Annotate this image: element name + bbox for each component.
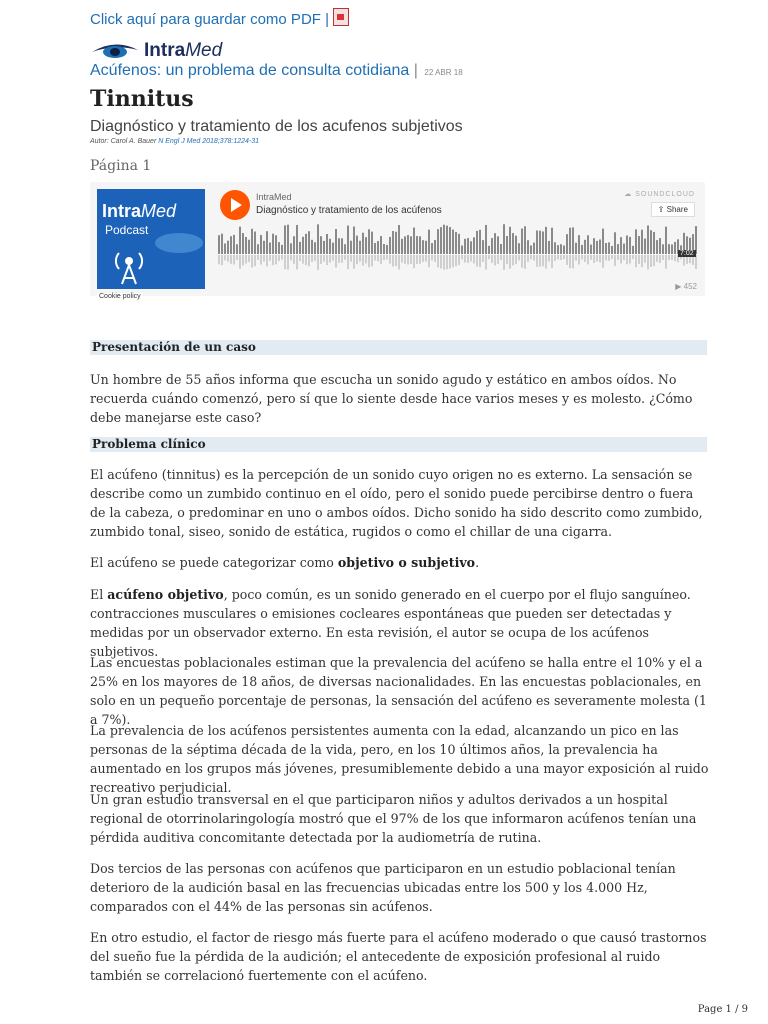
paragraph: El acúfeno (tinnitus) es la percepción de un sonido cuyo origen no es externo. La sensación se describe como un zumbido continuo en el oído, pero el sonido puede percibirse dentro o fuera de la cabeza, o predominar en uno o ambos oídos. Dicho sonido ha sido descrito como zumbido, zumbido tonal, siseo, sonido de estática, rugidos o como el chillar de una cigarra. — [90, 467, 703, 539]
logo-text: IntraMed — [144, 40, 223, 61]
paragraph: Las encuestas poblacionales estiman que la prevalencia del acúfeno se halla entre el 10% y el a 25% en los mayores de 18 años, de diversas nacionalidades. En las encuestas poblacionales, en solo en un pequeño porcentaje de personas, la sensación del acúfeno es severamente molesta (1 a 7%). — [90, 655, 707, 727]
intramed-logo[interactable] — [90, 40, 222, 62]
page-subtitle: Diagnóstico y tratamiento de los acufenos subjetivos — [90, 118, 463, 135]
share-icon: ⇪ — [657, 205, 667, 214]
author-name: Autor: Carol A. Bauer — [90, 138, 157, 145]
section-heading-case: Presentación de un caso — [90, 340, 707, 355]
paragraph: El acúfeno objetivo, poco común, es un sonido generado en el cuerpo por el flujo sanguíneo. contracciones musculares o emisiones cocleares espontáneas que pueden ser detectadas y medidas por un observador externo. En esta revisión, el autor se ocupa de los acúfenos subjetivos. — [90, 587, 691, 659]
pdf-icon[interactable] — [333, 8, 349, 26]
cover-subtitle: Podcast — [105, 223, 149, 237]
save-pdf-link[interactable] — [90, 8, 349, 28]
cloud-icon: ☁ — [624, 191, 636, 198]
play-count-icon: ▶ — [675, 282, 684, 291]
share-button[interactable]: ⇪ Share — [651, 202, 695, 217]
ear-graphic — [155, 233, 203, 253]
series-separator: | — [413, 62, 418, 79]
page-label: Página 1 — [90, 158, 152, 174]
page-number: Page 1 / 9 — [697, 1004, 748, 1015]
track-duration: 7:02 — [680, 250, 694, 257]
cookie-policy-link[interactable]: Cookie policy — [99, 293, 141, 300]
paragraph: El acúfeno se puede categorizar como objetivo o subjetivo. — [90, 555, 480, 570]
series-link[interactable]: Acúfenos: un problema de consulta cotidiana — [90, 62, 410, 79]
uploader-name[interactable]: IntraMed — [256, 192, 292, 202]
save-pdf-label: Click aquí para guardar como PDF | — [90, 11, 329, 28]
broadcast-tower-icon — [109, 245, 149, 285]
paragraph: La prevalencia de los acúfenos persistentes aumenta con la edad, alcanzando un pico en las personas de la séptima década de la vida, pero, en los 10 últimos años, la prevalencia ha aumentado en los grupos más jóvenes, presumiblemente debido a una mayor exposición al ruido recreativo perjudicial. — [90, 723, 709, 795]
paragraph: En otro estudio, el factor de riesgo más fuerte para el acúfeno moderado o que causó trastornos del sueño fue la pérdida de la audición; el antecedente de exposición profesional al ruido también se correlacionó fuertemente con el acúfeno. — [90, 930, 707, 983]
track-title[interactable]: Diagnóstico y tratamiento de los acúfenos — [256, 205, 442, 216]
publish-date: 22 ABR 18 — [424, 68, 463, 77]
paragraph: Un hombre de 55 años informa que escucha un sonido agudo y estático en ambos oídos. No recuerda cuándo comenzó, pero sí que lo siente desde hace varios meses y es molesto. ¿Cómo debe manejarse este caso? — [90, 372, 693, 425]
eye-logo-icon — [90, 42, 140, 60]
play-button[interactable] — [220, 190, 250, 220]
cover-title: IntraMed — [102, 201, 177, 221]
paragraph: Dos tercios de las personas con acúfenos que participaron en un estudio poblacional tenían deterioro de la audición basal en las frecuencias ubicadas entre los 500 y los 4.000 Hz, comparados con el 44% de las personas sin acúfenos. — [90, 861, 676, 914]
series-line — [90, 62, 463, 80]
soundcloud-player — [90, 182, 705, 300]
play-count: ▶ 452 — [675, 282, 697, 291]
reference-link[interactable]: N Engl J Med 2018;378:1224-31 — [158, 138, 260, 145]
podcast-cover[interactable] — [97, 189, 205, 300]
page-title: Tinnitus — [90, 86, 194, 112]
author-line — [90, 138, 259, 145]
waveform[interactable] — [218, 224, 698, 270]
section-heading-clinical: Problema clínico — [90, 437, 707, 452]
paragraph: Un gran estudio transversal en el que participaron niños y adultos derivados a un hospital regional de otorrinolaringología mostró que el 97% de los que informaron acúfenos tenían una pérdida auditiva concomitante detectada por la audiometría de rutina. — [90, 792, 697, 845]
soundcloud-logo[interactable]: ☁ SOUNDCLOUD — [624, 191, 695, 198]
